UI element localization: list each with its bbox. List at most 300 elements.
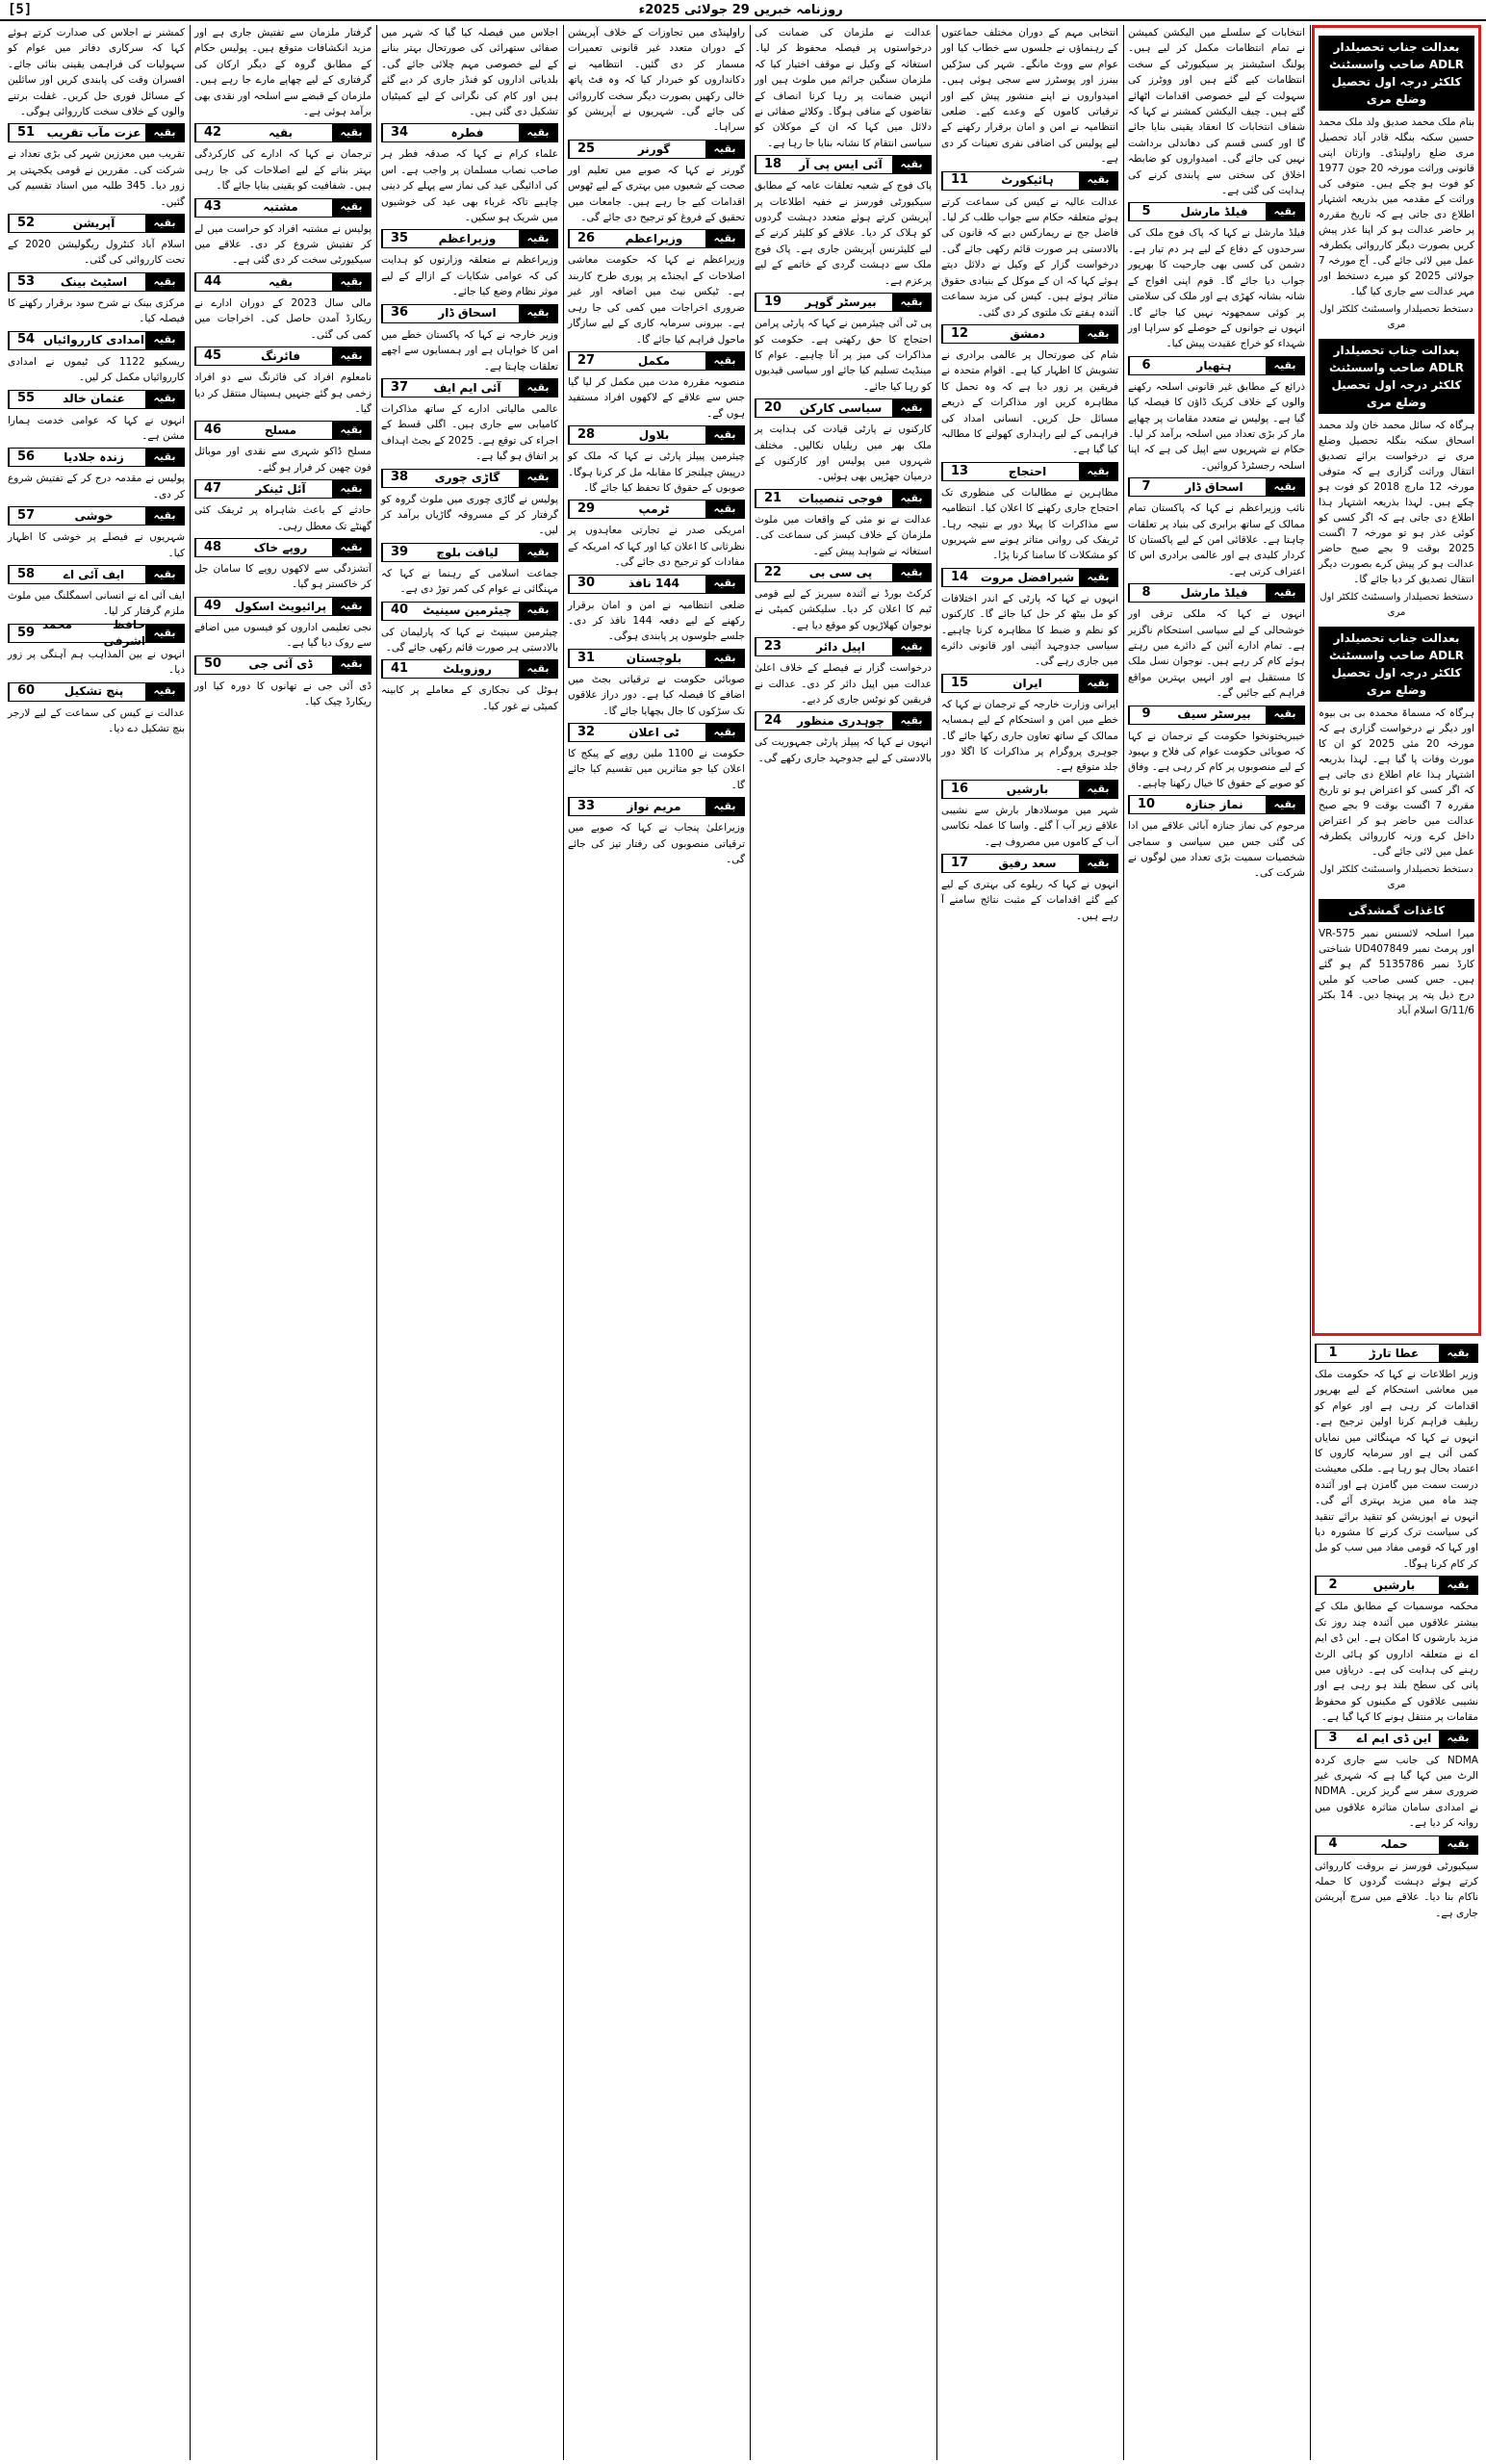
article-text: شہریوں نے فیصلے پر خوشی کا اظہار کیا۔ (8, 531, 185, 559)
article-text: محکمہ موسمیات کے مطابق ملک کے بیشتر علاقوں میں آئندہ چند روز تک مزید بارشوں کا امکان ہے۔ این ڈی ایم اے نے متعلقہ اداروں کو ہائی الرٹ رہنے کی ہدایت کی ہے۔ دریاؤں میں پانی کی سطح بلند ہو رہی ہے اور نشیبی علاقوں کے مکینوں کو محفوظ مقامات پر منتقل ہونے کا کہا گیا ہے۔ (1315, 1601, 1478, 1724)
continuation-header (8, 506, 185, 526)
continuation-tag: بقیہ (705, 500, 744, 518)
continuation-tag: بقیہ (705, 576, 744, 593)
article-text: ایرانی وزارت خارجہ کے ترجمان نے کہا کہ خطے میں امن و استحکام کے لیے ہمسایہ ممالک کے ساتھ تعاون جاری رکھا جائے گا۔ جوہری پروگرام پر مذاکرات کا اگلا دور جلد متوقع ہے۔ (941, 698, 1118, 774)
continuation-header (568, 575, 745, 594)
continuation-number: 7 (1129, 478, 1163, 496)
continuation-header (1128, 477, 1305, 497)
continuation-header (381, 378, 558, 398)
continuation-number: 18 (756, 156, 789, 173)
notice-signature: دستخط تحصیلدار واسسٹنٹ کلکٹر اول مری (1319, 592, 1473, 618)
continuation-number: 27 (569, 352, 602, 370)
continuation-tag: بقیہ (1079, 325, 1117, 343)
continuation-number: 60 (9, 683, 42, 701)
continuation-header (755, 155, 932, 174)
continuation-tag: بقیہ (1079, 855, 1117, 872)
continuation-tag: بقیہ (705, 352, 744, 370)
continuation-header (941, 462, 1118, 481)
article-text: تقریب میں معززین شہر کی بڑی تعداد نے شرکت کی۔ مقررین نے قومی یکجہتی پر زور دیا۔ 345 طلبہ میں اسناد تقسیم کی گئیں۔ (8, 148, 185, 208)
legal-notices-box (1312, 25, 1481, 1336)
continuation-title: بلاول (638, 427, 670, 442)
continuation-tag: بقیہ (1439, 1345, 1477, 1362)
article-text: مسلح ڈاکو شہری سے نقدی اور موبائل فون چھین کر فرار ہو گئے۔ (194, 446, 372, 474)
article-text: انہوں نے کہا کہ پارٹی کے اندر اختلافات کو مل بیٹھ کر حل کیا جائے گا۔ کارکنوں کو نظم و ضبط کا مظاہرہ کرنا چاہیے۔ سیاسی جدوجہد آئینی اور قانونی دائرے میں جاری رہے گی۔ (941, 592, 1118, 668)
article-text: ذرائع کے مطابق غیر قانونی اسلحہ رکھنے والوں کے خلاف کریک ڈاؤن کا فیصلہ کیا گیا ہے۔ پولیس نے متعدد مقامات پر چھاپے مار کر بڑی تعداد میں اسلحہ برآمد کر لیا۔ حکام نے شہریوں سے اپیل کی ہے کہ اپنا اسلحہ رجسٹرڈ کروائیں۔ (1128, 380, 1305, 472)
article-text: انہوں نے کہا کہ ریلوے کی بہتری کے لیے کیے گئے اقدامات کے مثبت نتائج سامنے آ رہے ہیں۔ (941, 879, 1118, 922)
continuation-header (1315, 1576, 1478, 1595)
continuation-header (8, 618, 185, 648)
continuation-title: بلوچستان (626, 651, 682, 665)
continuation-header (568, 500, 745, 519)
continuation-header (194, 346, 372, 366)
continuation-header (568, 140, 745, 159)
continuation-tag: بقیہ (145, 449, 184, 466)
continuation-number: 34 (382, 124, 416, 141)
article-text: مرکزی بینک نے شرح سود برقرار رکھنے کا فیصلہ کیا۔ (8, 296, 185, 325)
article-text: سیکیورٹی فورسز نے بروقت کارروائی کرتے ہوئے دہشت گردوں کا حملہ ناکام بنا دیا۔ علاقے میں سرچ آپریشن جاری ہے۔ (1315, 1860, 1478, 1919)
article-text: شام کی صورتحال پر عالمی برادری نے تشویش کا اظہار کیا ہے۔ اقوام متحدہ نے فریقین پر زور دیا ہے کہ وہ تحمل کا مظاہرہ کریں اور مذاکرات کے ذریعے مسائل حل کریں۔ انسانی امداد کی فراہمی کے لیے راہداری کھولنے کا مطالبہ کیا گیا ہے۔ (941, 348, 1118, 456)
continuation-title: زندہ جلادیا (64, 450, 124, 465)
article-text: منصوبہ مقررہ مدت میں مکمل کر لیا گیا جس سے علاقے کے لاکھوں افراد مستفید ہوں گے۔ (568, 375, 745, 420)
continuation-tag: بقیہ (892, 712, 931, 730)
article-text: مظاہرین نے مطالبات کی منظوری تک احتجاج جاری رکھنے کا اعلان کیا۔ انتظامیہ سے مذاکرات کا پہلا دور بے نتیجہ رہا۔ ٹریفک کی روانی متاثر ہونے سے شہریوں کو مشکلات کا سامنا کرنا پڑا۔ (941, 486, 1118, 562)
continuation-header (1128, 356, 1305, 375)
continuation-title: شیرافضل مروت (980, 570, 1075, 584)
continuation-header (568, 723, 745, 742)
continuation-title: گاڑی چوری (434, 471, 500, 485)
article-text: راولپنڈی میں تجاوزات کے خلاف آپریشن کے دوران متعدد غیر قانونی تعمیرات مسمار کر دی گئیں۔ انتظامیہ نے دکانداروں کو خبردار کیا کہ وہ فٹ پاتھ خالی رکھیں بصورت دیگر سخت کارروائی کی جائے گی۔ شہریوں نے آپریشن کو سراہا۔ (568, 27, 745, 134)
continuation-tag: بقیہ (1079, 463, 1117, 480)
article-text: وزیر خارجہ نے کہا کہ پاکستان خطے میں امن کا خواہاں ہے اور ہمسایوں سے اچھے تعلقات چاہتا ہے۔ (381, 328, 558, 372)
continuation-title: آئل ٹینکر (255, 481, 306, 496)
continuation-header (8, 390, 185, 409)
continuation-header (194, 198, 372, 218)
article-text: گرفتار ملزمان سے تفتیش جاری ہے اور مزید انکشافات متوقع ہیں۔ پولیس حکام کے مطابق گروہ کے دیگر ارکان کی گرفتاری کے لیے چھاپے مارے جا رہے ہیں۔ ملزمان کے قبضے سے اسلحہ اور نقدی بھی برآمد ہوئی ہے۔ (194, 27, 372, 118)
continuation-number: 9 (1129, 706, 1163, 724)
continuation-number: 13 (942, 463, 976, 480)
article-text: انتخابات کے سلسلے میں الیکشن کمیشن نے تمام انتظامات مکمل کر لیے ہیں۔ پولنگ اسٹیشنز پر سیکیورٹی کے سخت انتظامات کیے گئے ہیں اور ووٹرز کی سہولت کے لیے خصوصی اقدامات اٹھائے گئے ہیں۔ چیف الیکشن کمشنر نے کہا کہ شفاف انتخابات کا انعقاد یقینی بنایا جائے گا اور کسی قسم کی دھاندلی برداشت نہیں کی جائے گی۔ امیدواروں کو ضابطہ اخلاق کی سختی سے پابندی کرنے کی ہدایت کی گئی ہے۔ (1128, 27, 1305, 197)
continuation-tag: بقیہ (519, 124, 557, 141)
article-text: انہوں نے بین المذاہب ہم آہنگی پر زور دیا۔ (8, 648, 185, 677)
continuation-header (194, 123, 372, 142)
continuation-number: 5 (1129, 203, 1163, 220)
continuation-title: سعد رفیق (998, 856, 1057, 870)
continuation-number: 24 (756, 712, 789, 730)
continuation-header (8, 331, 185, 350)
news-column (1125, 25, 1308, 2460)
article-text: مالی سال 2023 کے دوران ادارے نے ریکارڈ آمدن حاصل کی۔ اخراجات میں کمی کی گئی۔ (194, 296, 372, 341)
continuation-title: وزیراعظم (625, 232, 683, 246)
continuation-tag: بقیہ (519, 660, 557, 678)
column-rule (376, 25, 377, 2460)
continuation-tag: بقیہ (332, 347, 371, 365)
continuation-title: اپیل دائر (816, 639, 865, 654)
article-text: گورنر نے کہا کہ صوبے میں تعلیم اور صحت کے شعبوں میں بہتری کے لیے ٹھوس اقدامات کیے جا رہے ہیں۔ جامعات میں تحقیق کے فروغ کو ترجیح دی جائے گی۔ (568, 164, 745, 224)
continuation-title: ایف آئی اے (63, 567, 125, 581)
notice-body: ہرگاہ کہ مسماۃ محمدہ بی بی بیوہ اور دیگر نے درخواست گزاری ہے کہ مورخہ 20 مئی 2025 کو ان کا مورث وفات پا گیا ہے۔ لہذا بذریعہ اشتہار ہذا عام اطلاع دی جاتی ہے کہ اگر کسی کو اعتراض ہو تو تاریخ مقررہ 7 اگست بوقت 9 بجے صبح عدالت میں حاضر ہو کر اعتراض داخل کرے ورنہ کارروائی یکطرفہ عمل میں لائی جائے گی۔ (1319, 707, 1474, 858)
continuation-header (194, 538, 372, 557)
column-rule (190, 25, 191, 2460)
lost-documents-heading: کاغذات گمشدگی (1319, 899, 1474, 922)
continuation-title: چیئرمین سینیٹ (423, 603, 512, 618)
continuation-header (1128, 706, 1305, 725)
article-text: صوبائی حکومت نے ترقیاتی بجٹ میں اضافے کا فیصلہ کیا ہے۔ دور دراز علاقوں تک سڑکوں کا جال بچھایا جائے گا۔ (568, 673, 745, 717)
news-column (5, 25, 188, 2460)
continuation-number: 36 (382, 305, 416, 322)
continuation-tag: بقیہ (145, 332, 184, 349)
continuation-header (941, 674, 1118, 693)
continuation-title: 144 نافذ (628, 577, 680, 591)
continuation-number: 20 (756, 399, 789, 417)
continuation-tag: بقیہ (332, 480, 371, 498)
continuation-tag: بقیہ (519, 603, 557, 620)
continuation-title: روپے خاک (253, 540, 308, 554)
continuation-header (381, 304, 558, 323)
article-text: حادثے کے باعث شاہراہ پر ٹریفک کئی گھنٹے تک معطل رہی۔ (194, 504, 372, 532)
masthead (0, 0, 1486, 21)
continuation-title: ٹرمپ (638, 502, 670, 517)
article-text: درخواست گزار نے فیصلے کے خلاف اعلیٰ عدالت میں اپیل دائر کر دی۔ عدالت نے فریقین کو نوٹس جاری کر دیے۔ (755, 662, 932, 706)
continuation-tag: بقیہ (332, 124, 371, 141)
notice-body: ہرگاہ کہ سائل محمد خان ولد محمد اسحاق سکنہ بنگلہ تحصیل وضلع مری نے درخواست برائے تصدیق انتقال وراثت گزاری ہے کہ متوفی مورخہ 12 مارچ 2018 کو فوت ہو چکے ہیں۔ لہذا بذریعہ اشتہار ہذا اطلاع دی جاتی ہے کہ اگر کسی کو کوئی عذر ہو تو مورخہ 7 اگست 2025 بوقت 9 بجے صبح حاضر عدالت ہو کر پیش کرے بصورت دیگر انتقال تصدیق کر دیا جائے گا۔ (1319, 420, 1474, 585)
continuation-header (568, 229, 745, 248)
continuation-header (381, 659, 558, 679)
article-text: وزیراعظم نے کہا کہ حکومت معاشی اصلاحات کے ایجنڈے پر پوری طرح کاربند ہے۔ ٹیکس نیٹ میں اضافہ اور غیر ضروری اخراجات میں کمی کی جا رہی ہے۔ بیرونی سرمایہ کاری کے لیے سازگار ماحول فراہم کیا جائے گا۔ (568, 254, 745, 346)
continuation-header (1315, 1344, 1478, 1363)
continuation-title: فطرہ (450, 126, 484, 141)
continuation-number: 31 (569, 650, 602, 667)
continuation-tag: بقیہ (705, 230, 744, 247)
column-rule (1123, 25, 1124, 2460)
continuation-header (1315, 1730, 1478, 1749)
article-text: انہوں نے کہا کہ پیپلز پارٹی جمہوریت کی بالادستی کے لیے جدوجہد جاری رکھے گی۔ (755, 736, 932, 764)
continuation-title: فائرنگ (260, 348, 301, 363)
column-rule (1310, 25, 1311, 2460)
article-text: پولیس نے مقدمہ درج کر کے تفتیش شروع کر دی۔ (8, 473, 185, 500)
continuation-tag: بقیہ (705, 798, 744, 815)
continuation-tag: بقیہ (705, 724, 744, 741)
article-text: کرکٹ بورڈ نے آئندہ سیریز کے لیے قومی ٹیم کا اعلان کر دیا۔ سلیکشن کمیٹی نے نوجوان کھلاڑیوں کو موقع دیا ہے۔ (755, 587, 932, 631)
article-text: جماعت اسلامی کے رہنما نے کہا کہ مہنگائی نے عوام کی کمر توڑ دی ہے۔ (381, 567, 558, 596)
article-text: NDMA کی جانب سے جاری کردہ الرٹ میں کہا گیا ہے کہ شہری غیر ضروری سفر سے گریز کریں۔ NDMA نے امدادی سامان متاثرہ علاقوں میں روانہ کر دیا ہے۔ (1315, 1754, 1478, 1830)
continuation-tag: بقیہ (705, 426, 744, 444)
continuation-number: 46 (195, 422, 229, 439)
continuation-tag: بقیہ (1266, 203, 1304, 220)
continuation-tag: بقیہ (1439, 1731, 1477, 1748)
continuation-tag: بقیہ (145, 683, 184, 701)
continuation-number: 42 (195, 124, 229, 141)
continuation-number: 16 (942, 781, 976, 798)
continuation-tag: بقیہ (1079, 781, 1117, 798)
continuation-title: ڈی آئی جی (248, 657, 313, 672)
continuation-header (381, 543, 558, 562)
continuation-tag: بقیہ (892, 399, 931, 417)
article-text: ایف آئی اے نے انسانی اسمگلنگ میں ملوث ملزم گرفتار کر لیا۔ (8, 589, 185, 618)
notice-heading: بعدالت جناب تحصیلدار ADLR صاحب واسسٹنٹ کلکٹر درجہ اول تحصیل وضلع مری (1319, 339, 1474, 414)
continuation-tag: بقیہ (892, 490, 931, 507)
notice-signature: دستخط تحصیلدار واسسٹنٹ کلکٹر اول مری (1319, 304, 1473, 330)
continuation-header (8, 214, 185, 233)
continuation-header (755, 398, 932, 418)
continuation-number: 30 (569, 576, 602, 593)
continuation-title: فیلڈ مارشل (1180, 205, 1248, 219)
continuation-number: 54 (9, 332, 42, 349)
continuation-header (941, 171, 1118, 191)
continuation-tag: بقیہ (519, 544, 557, 561)
continuation-tag: بقیہ (332, 273, 371, 291)
article-text: امریکی صدر نے تجارتی معاہدوں پر نظرثانی کا اعلان کیا اور کہا کہ امریکہ کے مفادات کو ترجیح دی جائے گی۔ (568, 525, 745, 569)
continuation-tag: بقیہ (1439, 1836, 1477, 1854)
continuation-title: بارشیں (1006, 782, 1049, 796)
continuation-title: عثمان خالد (63, 392, 125, 406)
continuation-number: 29 (569, 500, 602, 518)
continuation-header (568, 649, 745, 668)
continuation-number: 19 (756, 294, 789, 311)
continuation-header (568, 425, 745, 445)
article-text: چیئرمین سینیٹ نے کہا کہ پارلیمان کی بالادستی ہر صورت قائم رکھی جائے گی۔ (381, 626, 558, 654)
column-rule (750, 25, 751, 2460)
continuation-header (755, 637, 932, 656)
continuation-number: 14 (942, 569, 976, 586)
continuation-header (941, 324, 1118, 344)
continuation-title: عزت مآب تقریب (46, 126, 141, 141)
article-text: ترجمان نے کہا کہ ادارے کی کارکردگی بہتر بنانے کے لیے اصلاحات کی جا رہی ہیں۔ شفافیت کو یقینی بنایا جائے گا۔ (194, 148, 372, 192)
continuation-title: حافظ محمد اشرفی (42, 618, 145, 648)
continuation-tag: بقیہ (332, 422, 371, 439)
article-text: ریسکیو 1122 کی ٹیموں نے امدادی کارروائیاں مکمل کر لیں۔ (8, 355, 185, 384)
continuation-number: 32 (569, 724, 602, 741)
continuation-title: فیلڈ مارشل (1180, 585, 1248, 600)
article-text: مرحوم کی نماز جنازہ آبائی علاقے میں ادا کی گئی جس میں سیاسی و سماجی شخصیات سمیت بڑی تعداد میں لوگوں نے شرکت کی۔ (1128, 820, 1305, 880)
article-text: عدالت نے نو مئی کے واقعات میں ملوث ملزمان کے خلاف کیسز کی سماعت کی۔ استغاثہ نے شواہد پیش کیے۔ (755, 513, 932, 557)
continuation-header (194, 421, 372, 440)
continuation-number: 52 (9, 215, 42, 232)
continuation-header (1128, 583, 1305, 603)
continuation-tag: بقیہ (1266, 357, 1304, 374)
continuation-tag: بقیہ (145, 566, 184, 583)
continuation-tag: بقیہ (892, 294, 931, 311)
continuation-number: 58 (9, 566, 42, 583)
article-text: وزیراعلیٰ پنجاب نے کہا کہ صوبے میں ترقیاتی منصوبوں کی رفتار تیز کی جائے گی۔ (568, 822, 745, 866)
continuation-header (8, 123, 185, 142)
continuation-title: پی سی بی (808, 565, 873, 579)
continuation-number: 3 (1316, 1731, 1349, 1748)
article-text: نامعلوم افراد کی فائرنگ سے دو افراد زخمی ہو گئے جنہیں ہسپتال منتقل کر دیا گیا۔ (194, 372, 372, 415)
continuation-header (1128, 795, 1305, 814)
continuation-tag: بقیہ (519, 470, 557, 487)
continuation-title: آئی ایم ایف (433, 380, 501, 395)
article-text: پولیس نے گاڑی چوری میں ملوث گروہ کو گرفتار کر کے مسروقہ گاڑیاں برآمد کر لیں۔ (381, 493, 558, 537)
continuation-title: فوجی تنصیبات (798, 491, 884, 505)
article-text: اسلام آباد کنٹرول ریگولیشن 2020 کے تحت کارروائی کی گئی۔ (8, 239, 185, 267)
continuation-number: 4 (1316, 1836, 1349, 1854)
continuation-title: پرائیویٹ اسکول (234, 599, 327, 613)
continuation-header (381, 229, 558, 248)
continuation-number: 25 (569, 141, 602, 158)
article-text: شہر میں موسلادھار بارش سے نشیبی علاقے زیر آب آ گئے۔ واسا کا عملہ نکاسی آب کے کاموں میں مصروف ہے۔ (941, 804, 1118, 848)
continuation-title: ایران (1012, 676, 1042, 690)
page-number: [5] (8, 2, 33, 17)
continuation-tag: بقیہ (332, 539, 371, 556)
continuation-title: آئی ایس پی آر (799, 158, 883, 172)
continuation-tag: بقیہ (892, 638, 931, 655)
continuation-header (194, 655, 372, 675)
continuation-number: 47 (195, 480, 229, 498)
continuation-header (381, 602, 558, 621)
lost-documents-body: میرا اسلحہ لائسنس نمبر VR-575 اور پرمٹ نمبر UD407849 شناختی کارڈ نمبر 5135786 گم ہو گئے ہیں۔ جس کسی صاحب کو ملیں درج ذیل پتہ پر پہنچا دیں۔ 14 بکٹر G/11/6 اسلام آباد (1319, 928, 1474, 1016)
continuation-header (8, 565, 185, 584)
continuation-title: چوہدری منظور (797, 714, 884, 729)
notice-body: بنام ملک محمد صدیق ولد ملک محمد حسین سکنہ بنگلہ قادر آباد تحصیل مری ضلع راولپنڈی۔ وارثان اپنی قانونی وراثت مورخہ 20 جون 1977 کو فوت ہو چکے ہیں۔ متوفی کی وراثت کے مقدمہ میں بذریعہ اشتہار اطلاع دی جاتی ہے کہ تاریخ مقررہ پر حاضر عدالت ہو کر اپنا عذر پیش کریں بصورت دیگر کارروائی یکطرفہ عمل میں لائی جائے گی۔ آج مورخہ 7 جولائی 2025 کو میرے دستخط اور مہر عدالت سے جاری کیا گیا۔ (1319, 116, 1474, 297)
continuation-title: ہتھیار (1196, 358, 1232, 372)
continuation-header (1315, 1835, 1478, 1855)
article-text: عالمی مالیاتی ادارے کے ساتھ مذاکرات کامیابی سے جاری ہیں۔ اگلی قسط کے اجراء کی توقع ہے۔ 2025 کے بجٹ اہداف پر اتفاق ہو گیا ہے۔ (381, 402, 558, 463)
continuation-title: عطا تارڑ (1369, 1346, 1420, 1360)
continuation-number: 48 (195, 539, 229, 556)
continuation-header (194, 597, 372, 616)
article-text: ہوٹل کی نجکاری کے معاملے پر کابینہ کمیٹی نے غور کیا۔ (381, 684, 558, 712)
article-text: عدالت نے ملزمان کی ضمانت کی درخواستوں پر فیصلہ محفوظ کر لیا۔ استغاثہ کے وکیل نے موقف اختیار کیا کہ ملزمان سنگین جرائم میں ملوث ہیں اور انہیں ضمانت پر رہا کرنا انصاف کے تقاضوں کے منافی ہوگا۔ وکلائے صفائی نے دلائل میں کہا کہ ان کے موکلان کو سیاسی انتقام کا نشانہ بنایا جا رہا ہے۔ (755, 27, 932, 149)
continuation-tag: بقیہ (892, 564, 931, 581)
continuation-tag: بقیہ (705, 141, 744, 158)
continuation-header (941, 568, 1118, 587)
continuation-header (8, 272, 185, 292)
continuation-header (941, 780, 1118, 799)
continuation-tag: بقیہ (519, 230, 557, 247)
continuation-tag: بقیہ (1079, 569, 1117, 586)
article-text: نجی تعلیمی اداروں کو فیسوں میں اضافے سے روک دیا گیا ہے۔ (194, 621, 372, 650)
continuation-title: آپریشن (72, 216, 115, 230)
continuation-number: 12 (942, 325, 976, 343)
article-text: عدالت نے کیس کی سماعت کے لیے لارجر بنچ تشکیل دے دیا۔ (8, 706, 185, 734)
continuation-title: مسلح (264, 424, 297, 438)
continuation-title: روزویلٹ (443, 662, 492, 677)
continuation-title: مشتبہ (263, 200, 298, 215)
continuation-number: 39 (382, 544, 416, 561)
notice-signature: دستخط تحصیلدار واسسٹنٹ کلکٹر اول مری (1319, 864, 1473, 890)
continuation-title: بقیہ (268, 126, 294, 141)
continuation-title: اسٹیٹ بینک (60, 274, 128, 289)
continuation-header (381, 469, 558, 488)
continuation-number: 56 (9, 449, 42, 466)
article-text: عدالت عالیہ نے کیس کی سماعت کرتے ہوئے متعلقہ حکام سے جواب طلب کر لیا۔ فاضل جج نے ریمارکس دیے کہ قانون کی بالادستی ہر صورت قائم رکھی جائے گی۔ درخواست گزار کے وکیل نے دلائل دیتے ہوئے کہا کہ ان کے موکل کے بنیادی حقوق متاثر ہوئے ہیں۔ کیس کی مزید سماعت آئندہ ہفتے تک ملتوی کر دی گئی۔ (941, 195, 1118, 319)
continuation-tag: بقیہ (705, 650, 744, 667)
continuation-number: 23 (756, 638, 789, 655)
continuation-title: بیرسٹر گوہر (805, 295, 877, 309)
continuation-title: امدادی کارروائیاں (43, 333, 144, 347)
continuation-number: 53 (9, 273, 42, 291)
continuation-number: 44 (195, 273, 229, 291)
continuation-tag: بقیہ (1266, 796, 1304, 813)
continuation-title: مکمل (637, 353, 671, 368)
continuation-title: بارشیں (1372, 1578, 1416, 1593)
continuation-header (568, 797, 745, 816)
continuation-tag: بقیہ (1079, 675, 1117, 692)
continuation-tag: بقیہ (145, 391, 184, 408)
continuation-number: 17 (942, 855, 976, 872)
article-text: پولیس نے مشتبہ افراد کو حراست میں لے کر تفتیش شروع کر دی۔ علاقے میں سیکیورٹی سخت کر دی گئی ہے۔ (194, 222, 372, 267)
continuation-header (941, 854, 1118, 873)
article-text: ڈی آئی جی نے تھانوں کا دورہ کیا اور ریکارڈ چیک کیا۔ (194, 680, 372, 707)
continuation-tag: بقیہ (1439, 1577, 1477, 1594)
news-column (192, 25, 374, 2460)
continuation-number: 38 (382, 470, 416, 487)
column-rule (563, 25, 564, 2460)
continuation-tag: بقیہ (145, 124, 184, 141)
continuation-header (381, 123, 558, 142)
continuation-header (8, 448, 185, 467)
article-text: حکومت نے 1100 ملین روپے کے پیکج کا اعلان کیا جو متاثرین میں تقسیم کیا جائے گا۔ (568, 748, 745, 791)
article-text: کمشنر نے اجلاس کی صدارت کرتے ہوئے کہا کہ سرکاری دفاتر میں عوام کو سہولیات کی فراہمی یقینی بنائی جائے۔ افسران وقت کی پابندی کریں اور سائلین کے مسائل فوری حل کریں۔ غفلت برتنے والوں کے خلاف سخت کارروائی ہوگی۔ (8, 27, 185, 118)
article-text: خیبرپختونخوا حکومت کے ترجمان نے کہا کہ صوبائی حکومت عوام کی فلاح و بہبود کے لیے منصوبوں پر کام کر رہی ہے۔ وفاق کو صوبے کے حقوق کا خیال رکھنا چاہیے۔ (1128, 730, 1305, 789)
continuation-header (755, 293, 932, 312)
continuation-tag: بقیہ (145, 273, 184, 291)
continuation-number: 43 (195, 199, 229, 217)
article-text: علماء کرام نے کہا کہ صدقہ فطر ہر صاحب نصاب مسلمان پر واجب ہے۔ اس کی ادائیگی عید کی نماز سے پہلے کر دینی چاہیے تاکہ غرباء بھی عید کی خوشیوں میں شریک ہو سکیں۔ (381, 148, 558, 224)
article-text: اجلاس میں فیصلہ کیا گیا کہ شہر میں صفائی ستھرائی کی صورتحال بہتر بنانے کے لیے خصوصی مہم چلائی جائے گی۔ بلدیاتی اداروں کو فنڈز جاری کر دیے گئے ہیں اور کام کی نگرانی کے لیے کمیٹیاں تشکیل دی گئی ہیں۔ (381, 27, 558, 118)
continuation-title: این ڈی ایم اے (1356, 1732, 1432, 1746)
continuation-number: 51 (9, 124, 42, 141)
continuation-title: ہائیکورٹ (1001, 173, 1054, 188)
continuation-number: 22 (756, 564, 789, 581)
news-column (938, 25, 1121, 2460)
continuation-tag: بقیہ (1079, 172, 1117, 190)
continuation-number: 11 (942, 172, 976, 190)
article-text: انہوں نے کہا کہ عوامی خدمت ہمارا مشن ہے۔ (8, 414, 185, 442)
article-text: انتخابی مہم کے دوران مختلف جماعتوں کے رہنماؤں نے جلسوں سے خطاب کیا اور عوام سے ووٹ مانگے۔ شہر کی سڑکیں بینرز اور پوسٹرز سے سجی ہوئی ہیں۔ امیدواروں نے اپنے منشور پیش کیے اور ترقیاتی کاموں کے وعدے کیے۔ ضلعی انتظامیہ نے امن و امان برقرار رکھنے کے لیے پولیس کی اضافی نفری تعینات کر دی ہے۔ (941, 27, 1118, 166)
article-text: وزیراعظم نے متعلقہ وزارتوں کو ہدایت کی کہ عوامی شکایات کے ازالے کے لیے موثر نظام وضع کیا جائے۔ (381, 254, 558, 298)
continuation-title: دمشق (1010, 326, 1045, 341)
continuation-title: اسحاق ڈار (438, 306, 497, 321)
continuation-tag: بقیہ (519, 379, 557, 397)
continuation-tag: بقیہ (332, 199, 371, 217)
continuation-number: 55 (9, 391, 42, 408)
article-text: پاک فوج کے شعبہ تعلقات عامہ کے مطابق سیکیورٹی فورسز نے خفیہ اطلاعات پر آپریشن کرتے ہوئے متعدد دہشت گردوں کو ہلاک کر دیا۔ علاقے کو کلیئر کرنے کے لیے کلیئرنس آپریشن جاری ہے۔ پاک فوج ملک سے دہشت گردی کے خاتمے کے لیے پرعزم ہے۔ (755, 180, 932, 287)
continuation-title: بیرسٹر سیف (1177, 707, 1251, 722)
continuation-header (194, 272, 372, 292)
continuation-number: 40 (382, 603, 416, 620)
continuation-tag: بقیہ (519, 305, 557, 322)
continuation-title: حملہ (1380, 1837, 1408, 1852)
continuation-number: 45 (195, 347, 229, 365)
continuation-number: 2 (1316, 1577, 1349, 1594)
article-text: کارکنوں نے پارٹی قیادت کی ہدایت پر ملک بھر میں ریلیاں نکالیں۔ مختلف شہروں میں پولیس اور کارکنوں کے درمیان جھڑپیں بھی ہوئیں۔ (755, 424, 932, 483)
news-column (565, 25, 748, 2460)
continuation-number: 41 (382, 660, 416, 678)
continuation-title: گورنر (637, 141, 671, 156)
continuation-header (755, 489, 932, 508)
continuation-title: ٹی اعلان (628, 725, 679, 739)
news-column (378, 25, 561, 2460)
continuation-title: احتجاج (1008, 464, 1047, 478)
continuation-header (1128, 202, 1305, 221)
continuation-tag: بقیہ (332, 598, 371, 615)
article-text: پی ٹی آئی چیئرمین نے کہا کہ پارٹی پرامن احتجاج کا حق رکھتی ہے۔ حکومت کو مذاکرات کی میز پر آنا چاہیے۔ عوام کا مینڈیٹ تسلیم کیا جائے اور سیاسی قیدیوں کو رہا کیا جائے۔ (755, 318, 932, 393)
continuation-tag: بقیہ (1266, 478, 1304, 496)
article-text: آتشزدگی سے لاکھوں روپے کا سامان جل کر خاکستر ہو گیا۔ (194, 562, 372, 591)
continuation-header (8, 682, 185, 702)
continuation-title: خوشی (74, 508, 114, 523)
continuation-number: 57 (9, 507, 42, 525)
article-text: چیئرمین پیپلز پارٹی نے کہا کہ ملک کو درپیش چیلنجز کا مقابلہ مل کر کرنا ہوگا۔ صوبوں کے حقوق کا تحفظ کیا جائے گا۔ (568, 450, 745, 494)
dateline: روزنامہ خبریں 29 جولائی 2025ء (638, 2, 843, 17)
continuation-tag: بقیہ (892, 156, 931, 173)
continuation-tag: بقیہ (145, 625, 184, 642)
continuation-tag: بقیہ (332, 656, 371, 674)
column-rule (936, 25, 937, 2460)
continuation-number: 49 (195, 598, 229, 615)
continuation-tag: بقیہ (1266, 584, 1304, 602)
